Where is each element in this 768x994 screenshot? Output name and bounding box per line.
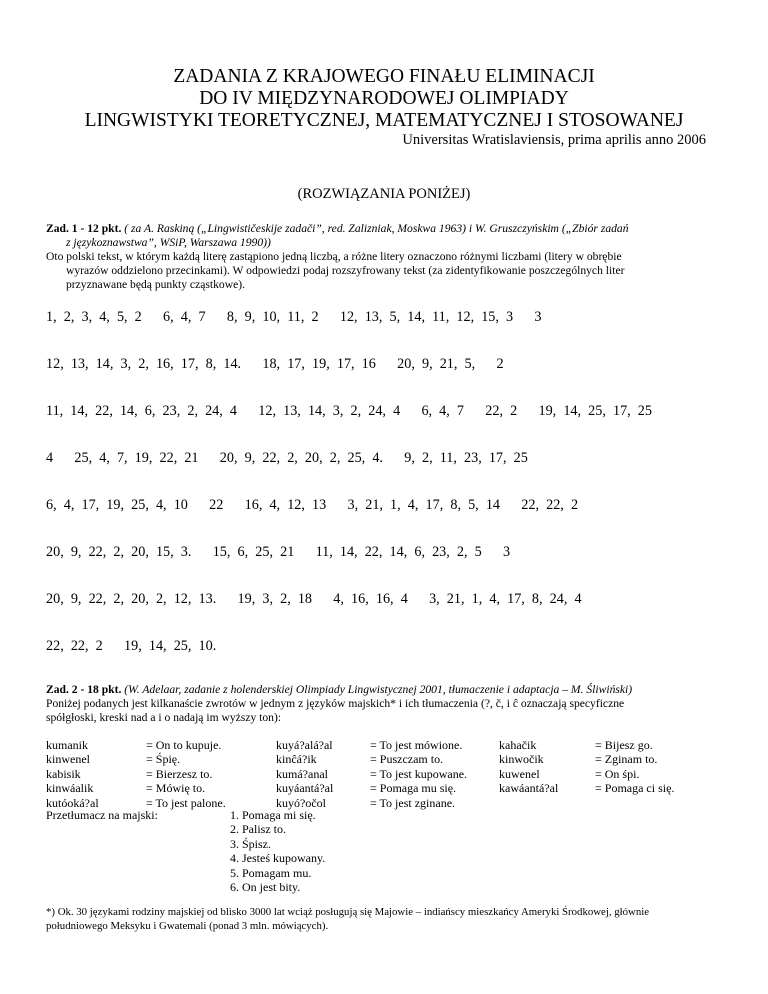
maya-word: kawáantá?al: [499, 781, 559, 796]
title-line-3: LINGWISTYKI TEORETYCZNEJ, MATEMATYCZNEJ I STOSOWANEJ: [84, 110, 684, 131]
cipher-line-1: 1, 2, 3, 4, 5, 2 6, 4, 7 8, 9, 10, 11, 2 12, 13, 5, 14, 11, 12, 15, 3 3: [46, 309, 542, 325]
maya-word: kuyáantá?al: [276, 781, 334, 796]
col2-translations: [370, 738, 467, 810]
maya-word: kinwáalik: [46, 781, 94, 796]
title-line-2: DO IV MIĘDZYNARODOWEJ OLIMPIADY: [199, 88, 569, 109]
translate-label: Przetłumacz na majski:: [46, 808, 158, 822]
cipher-line-6: 20, 9, 22, 2, 20, 15, 3. 15, 6, 25, 21 11, 14, 22, 14, 6, 23, 2, 5 3: [46, 544, 511, 560]
translation: = To jest zginane.: [370, 795, 456, 810]
col1-words: [46, 738, 99, 810]
maya-word: kabisik: [46, 766, 81, 781]
task1-source-1: ( za A. Raskiną („Lingwističeskije zadači”, red. Zalizniak, Moskwa 1963) i W. Gruszczyńskim („Zbiór zadań: [121, 222, 629, 235]
translation: = To jest palone.: [146, 795, 226, 810]
translate-task-item: 5. Pomagam mu.: [230, 865, 312, 880]
task2-heading: Zad. 2 - 18 pkt.: [46, 683, 122, 696]
footnote: [46, 906, 726, 933]
maya-word: kumá?anal: [276, 766, 328, 781]
maya-word: kutóoká?al: [46, 795, 99, 810]
task1-desc-2: wyrazów oddzielono przecinkami). W odpowiedzi podaj rozszyfrowany tekst (za zidentyfikowanie poszczególnych liter: [66, 264, 625, 277]
col3-words: [499, 738, 558, 796]
maya-word: kumanik: [46, 738, 88, 752]
maya-word: kinwenel: [46, 752, 90, 767]
university-line: Universitas Wratislaviensis, prima aprilis anno 2006: [402, 132, 706, 148]
translation: = On to kupuje.: [146, 738, 222, 752]
cipher-line-7: 20, 9, 22, 2, 20, 2, 12, 13. 19, 3, 2, 18 4, 16, 16, 4 3, 21, 1, 4, 17, 8, 24, 4: [46, 591, 582, 607]
translation: = Śpię.: [146, 752, 181, 767]
maya-word: kinĉá?ik: [276, 752, 317, 767]
task1-header: [46, 222, 718, 292]
cipher-line-4: 4 25, 4, 7, 19, 22, 21 20, 9, 22, 2, 20, 2, 25, 4. 9, 2, 11, 23, 17, 25: [46, 450, 528, 466]
maya-word: kuyó?očol: [276, 795, 326, 810]
cipher-line-3: 11, 14, 22, 14, 6, 23, 2, 24, 4 12, 13, 14, 3, 2, 24, 4 6, 4, 7 22, 2 19, 14, 25, 17, 25: [46, 403, 652, 419]
col3-translations: [595, 738, 674, 796]
translate-task-item: 3. Śpisz.: [230, 836, 272, 851]
translation: = Pomaga ci się.: [595, 781, 675, 796]
cipher-line-2: 12, 13, 14, 3, 2, 16, 17, 8, 14. 18, 17, 19, 17, 16 20, 9, 21, 5, 2: [46, 356, 504, 372]
translation: = Mówię to.: [146, 781, 206, 796]
translation: = Bierzesz to.: [146, 766, 213, 781]
task1-heading: Zad. 1 - 12 pkt.: [46, 222, 122, 235]
translation: = Pomaga mu się.: [370, 781, 457, 796]
translation: = Zginam to.: [595, 752, 658, 767]
col2-words: [276, 738, 333, 810]
solutions-note: (ROZWIĄZANIA PONIŻEJ): [297, 186, 471, 202]
maya-word: kuyá?alá?al: [276, 738, 333, 752]
footnote-line-2: południowego Meksyku i Gwatemali (ponad 3 mln. mówiących).: [46, 919, 329, 932]
maya-word: kahačik: [499, 738, 537, 752]
translate-task-item: 4. Jesteś kupowany.: [230, 851, 326, 866]
cipher-line-5: 6, 4, 17, 19, 25, 4, 10 22 16, 4, 12, 13 3, 21, 1, 4, 17, 8, 5, 14 22, 22, 2: [46, 497, 579, 513]
translation: = Bijesz go.: [595, 738, 653, 752]
task2-desc-1: Poniżej podanych jest kilkanaście zwrotów w jednym z języków majskich* i ich tłumaczenia (?, č, i ĉ oznaczają specyficzne: [46, 697, 625, 710]
translate-task-item: 2. Palisz to.: [230, 822, 286, 837]
title-line-1: ZADANIA Z KRAJOWEGO FINAŁU ELIMINACJI: [173, 66, 595, 87]
translation: = Puszczam to.: [370, 752, 444, 767]
task1-desc-1: Oto polski tekst, w którym każdą literę zastąpiono jedną liczbą, a różne litery oznaczono różnymi liczbami (litery w obrębie: [46, 250, 622, 263]
translate-task-list: [230, 808, 325, 894]
translate-task-item: 6. On jest bity.: [230, 880, 301, 895]
task2-header: [46, 683, 718, 725]
translation: = To jest kupowane.: [370, 766, 468, 781]
col1-translations: [146, 738, 226, 810]
maya-word: kuwenel: [499, 766, 540, 781]
maya-word: kinwočik: [499, 752, 544, 767]
task1-source-2: z językoznawstwa”, WSiP, Warszawa 1990)): [66, 236, 271, 249]
translation: = To jest mówione.: [370, 738, 463, 752]
task2-desc-2: spółgłoski, kreski nad a i o nadają im wyższy ton):: [46, 711, 282, 724]
cipher-line-8: 22, 22, 2 19, 14, 25, 10.: [46, 638, 217, 654]
task2-source: (W. Adelaar, zadanie z holenderskiej Olimpiady Lingwistycznej 2001, tłumaczenie i adaptacja – M. Śliwiński): [121, 683, 633, 696]
footnote-line-1: *) Ok. 30 językami rodziny majskiej od blisko 3000 lat wciąż posługują się Majowie – indiańscy mieszkańcy Ameryki Środkowej, głównie: [46, 906, 650, 918]
translate-task-item: 1. Pomaga mi się.: [230, 808, 316, 822]
translation: = On śpi.: [595, 766, 640, 781]
task1-desc-3: przyznawane będą punkty cząstkowe).: [66, 278, 245, 291]
